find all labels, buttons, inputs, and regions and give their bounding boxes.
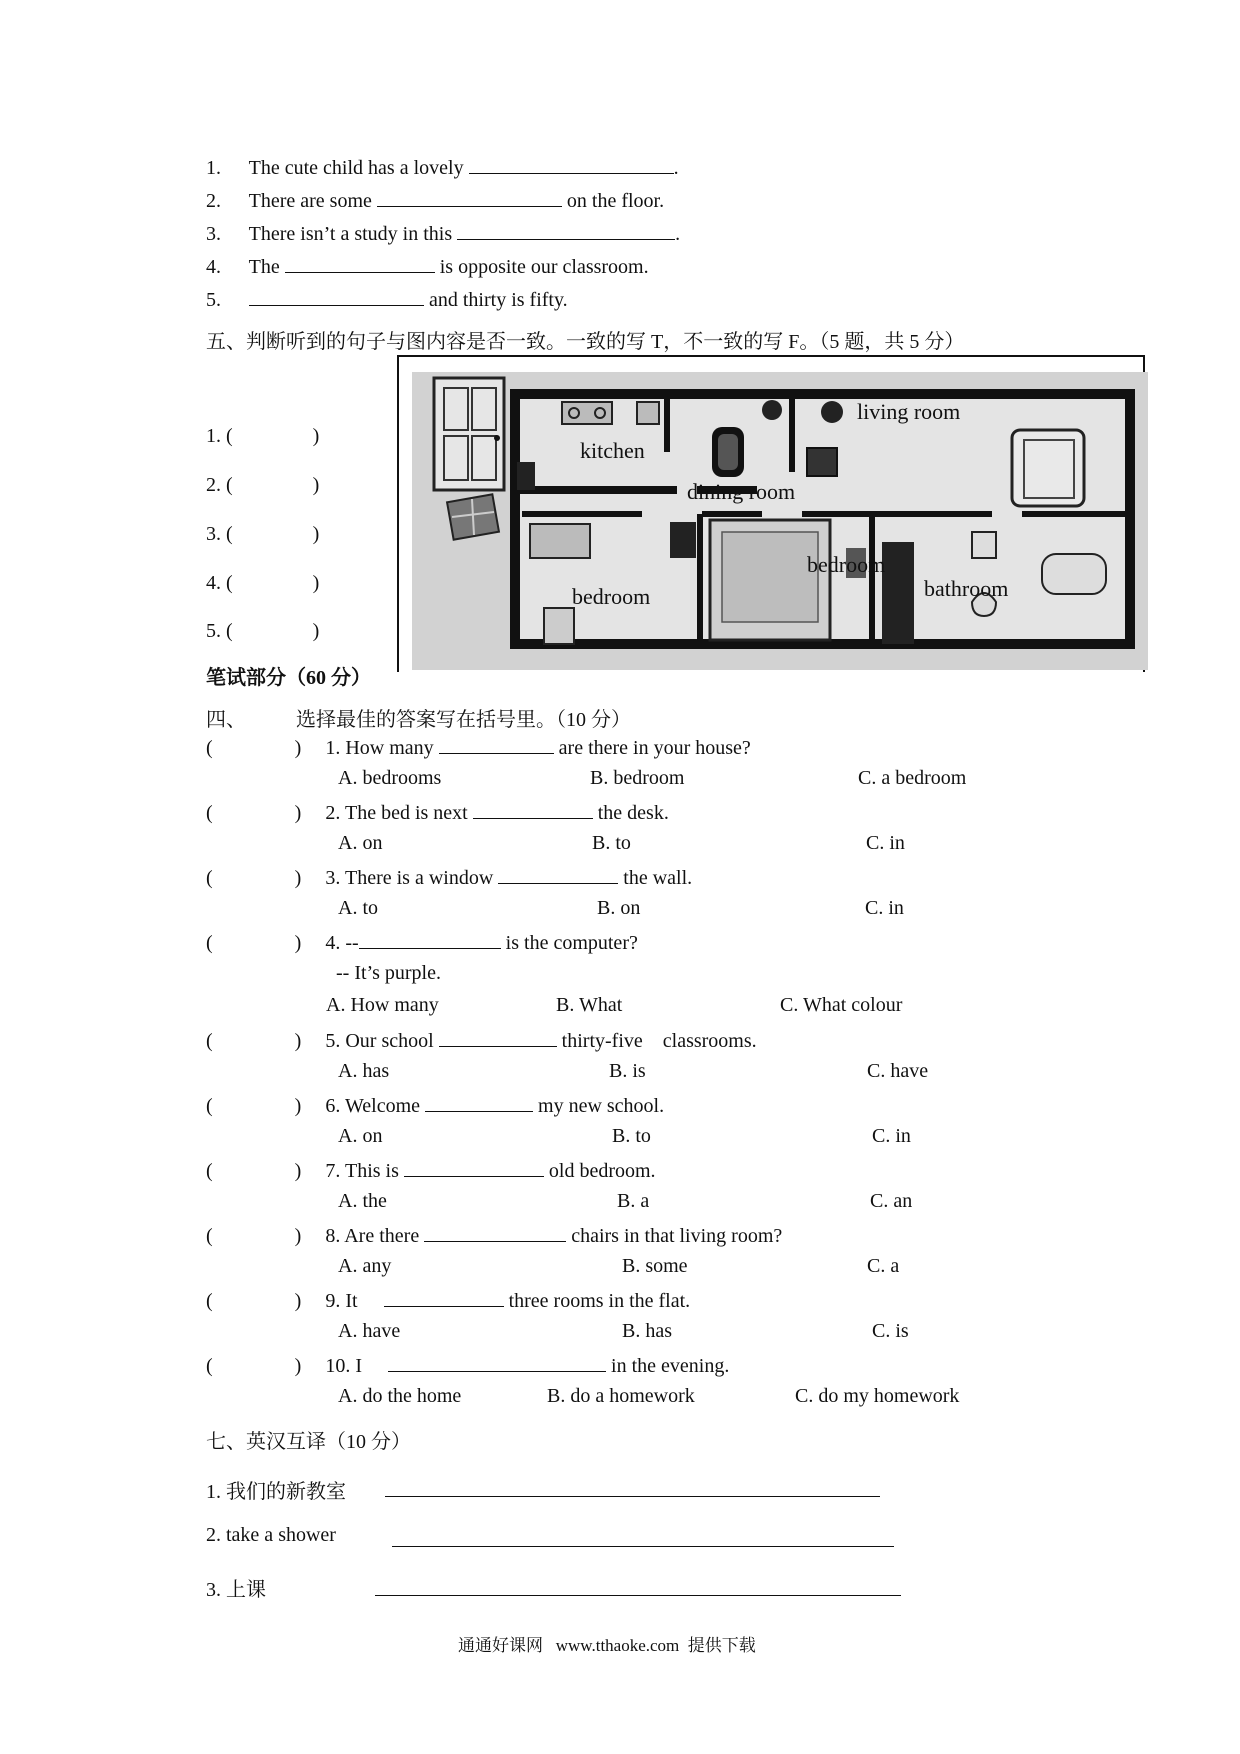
option-c: C. in [866,832,905,854]
option-c: C. in [865,897,904,919]
option-b: B. on [597,897,641,919]
sentence-text: The cute child has a lovely [248,157,464,179]
room-label-kitchen: kitchen [580,438,645,463]
question-5: ( ) 5. Our school thirty-five classrooms. [206,1030,757,1052]
question-6: ( ) 6. Welcome my new school. [206,1095,665,1117]
option-b: B. is [609,1060,646,1082]
answer-line[interactable] [385,1496,880,1497]
judge-item-4: 4. ( ) [206,572,320,594]
answer-blank[interactable] [439,1028,557,1047]
option-c: C. is [872,1320,909,1342]
option-a: A. has [338,1060,390,1082]
written-part-heading: 笔试部分（60 分） [206,667,371,689]
judge-item-1: 1. ( ) [206,425,320,447]
option-c: C. in [872,1125,911,1147]
judge-item-2: 2. ( ) [206,474,320,496]
room-label-bedroom-left: bedroom [572,584,651,609]
answer-blank[interactable] [249,287,424,306]
option-a: A. any [338,1255,392,1277]
room-label-dining-room: dining room [687,479,796,504]
option-c: C. a [867,1255,900,1277]
option-a: A. to [338,897,378,919]
option-b: B. some [622,1255,688,1277]
section-5-heading: 五、判断听到的句子与图内容是否一致。一致的写 T，不一致的写 F。（5 题，共 5 分） [206,331,965,353]
room-label-bedroom-middle: bedroom [807,552,886,577]
answer-blank[interactable] [439,735,554,754]
fill-sentence-5 [206,287,568,312]
option-a: A. on [338,832,383,854]
sentence-text: is opposite our classroom. [439,256,649,278]
option-b: B. What [556,994,623,1016]
option-a: A. have [338,1320,401,1342]
translate-item-3: 3. 上课 [206,1579,266,1601]
option-c: C. an [870,1190,913,1212]
item-number: 1. [206,157,221,179]
fill-sentence-4 [206,254,649,279]
question-1: ( ) 1. How many are there in your house? [206,737,751,759]
item-number: 5. [206,289,221,311]
option-c: C. a bedroom [858,767,967,789]
sentence-text: The [248,256,280,278]
answer-blank[interactable] [498,865,618,884]
section-7-heading: 七、英汉互译（10 分） [206,1431,411,1453]
option-b: B. to [612,1125,651,1147]
option-a: A. the [338,1190,387,1212]
doormat-icon [447,494,499,539]
item-number: 2. [206,190,221,212]
option-b: B. has [622,1320,672,1342]
judge-item-3: 3. ( ) [206,523,320,545]
option-b: B. to [592,832,631,854]
answer-blank[interactable] [424,1223,566,1242]
answer-blank[interactable] [388,1353,606,1372]
sentence-text: . [673,157,679,179]
section-4-heading: 四、 选择最佳的答案写在括号里。（10 分） [206,709,631,731]
door-icon [434,378,504,490]
question-2: ( ) 2. The bed is next the desk. [206,802,669,824]
footer-text: 通通好课网 www.tthaoke.com 提供下载 [458,1636,756,1655]
option-a: A. on [338,1125,383,1147]
question-8: ( ) 8. Are there chairs in that living room? [206,1225,783,1247]
sentence-text: There are some [248,190,372,212]
option-a: A. How many [326,994,439,1016]
answer-blank[interactable] [359,930,501,949]
answer-blank[interactable] [425,1093,533,1112]
option-b: B. a [617,1190,650,1212]
option-c: C. do my homework [795,1385,960,1407]
answer-line[interactable] [392,1546,894,1547]
fill-sentence-2 [206,188,664,213]
option-b: B. bedroom [590,767,685,789]
item-number: 4. [206,256,221,278]
translate-item-1: 1. 我们的新教室 [206,1481,346,1503]
question-9: ( ) 9. It three rooms in the flat. [206,1290,691,1312]
option-c: C. What colour [780,994,903,1016]
translate-item-2: 2. take a shower [206,1524,336,1546]
floorplan-image [412,372,1148,670]
room-label-living-room: living room [857,399,961,424]
judge-item-5: 5. ( ) [206,620,320,642]
option-c: C. have [867,1060,929,1082]
sentence-text: . [675,223,681,245]
answer-blank[interactable] [285,254,435,273]
question-7: ( ) 7. This is old bedroom. [206,1160,656,1182]
answer-blank[interactable] [384,1288,504,1307]
answer-blank[interactable] [473,800,593,819]
answer-blank[interactable] [457,221,675,240]
sentence-text: and thirty is fifty. [429,289,568,311]
sentence-text: There isn’t a study in this [248,223,453,245]
answer-line[interactable] [375,1595,901,1596]
fill-sentence-1 [206,155,679,180]
option-b: B. do a homework [547,1385,695,1407]
answer-blank[interactable] [404,1158,544,1177]
answer-blank[interactable] [377,188,562,207]
sentence-text: on the floor. [566,190,665,212]
question-3: ( ) 3. There is a window the wall. [206,867,693,889]
room-label-bathroom: bathroom [924,576,1009,601]
question-4-reply: -- It’s purple. [336,962,441,984]
item-number: 3. [206,223,221,245]
question-10: ( ) 10. I in the evening. [206,1355,730,1377]
option-a: A. do the home [338,1385,462,1407]
answer-blank[interactable] [469,155,674,174]
option-a: A. bedrooms [338,767,442,789]
fill-sentence-3 [206,221,680,246]
question-4: ( ) 4. -- is the computer? [206,932,638,954]
